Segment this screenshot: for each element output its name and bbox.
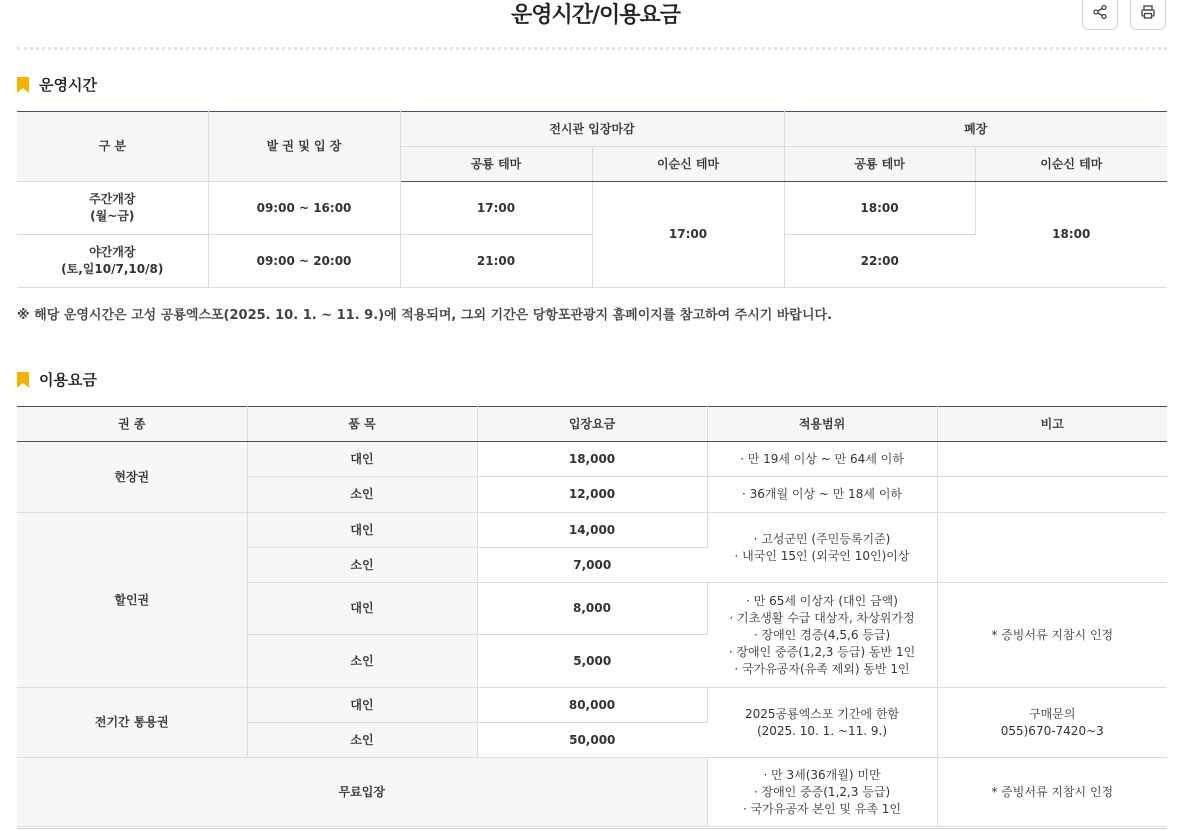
hours-entry-yisunsin: 17:00	[592, 182, 784, 288]
ticket-scope: · 만 3세(36개월) 미만 · 장애인 중증(1,2,3 등급) · 국가유공자 본인 및 유족 1인	[707, 758, 937, 827]
ticket-note	[937, 442, 1167, 477]
ticket-note	[937, 513, 1167, 583]
hours-header-ticketing: 발 권 및 입 장	[208, 112, 400, 182]
fees-header-note: 비고	[937, 407, 1167, 442]
ticket-type: 현장권	[17, 442, 247, 513]
hours-close-common: 22:00	[784, 235, 975, 288]
print-button[interactable]	[1130, 0, 1166, 30]
hours-entry-common: 21:00	[400, 235, 592, 288]
print-icon	[1140, 4, 1156, 20]
ticket-scope: · 고성군민 (주민등록기준) · 내국인 15인 (외국인 10인)이상	[707, 513, 937, 583]
ticket-scope: · 만 19세 이상 ~ 만 64세 이하	[707, 442, 937, 477]
fees-header-item: 품 목	[247, 407, 477, 442]
hours-close-yisunsin: 18:00	[975, 182, 1167, 288]
hours-header-entry-common: 공룡 테마	[400, 147, 592, 182]
ticket-fee: 5,000	[477, 635, 707, 688]
hours-header-close-yisunsin: 이순신 테마	[975, 147, 1167, 182]
ticket-type: 할인권	[17, 513, 247, 688]
page-title: 운영시간/이용요금	[510, 3, 681, 28]
ticket-fee: 8,000	[477, 583, 707, 635]
hours-table	[17, 111, 1167, 288]
hours-header-category: 구 분	[17, 112, 208, 182]
ticket-item: 소인	[247, 548, 477, 583]
fees-header-fee: 입장요금	[477, 407, 707, 442]
hours-section-title	[17, 74, 97, 95]
bookmark-icon	[17, 77, 29, 93]
hours-ticketing: 09:00 ~ 20:00	[208, 235, 400, 288]
fees-table	[17, 406, 1167, 827]
ticket-fee: 12,000	[477, 477, 707, 513]
hours-close-common: 18:00	[784, 182, 975, 235]
hours-section-label: 운영시간	[39, 76, 97, 94]
ticket-scope: · 만 65세 이상자 (대인 금액) · 기초생활 수급 대상자, 차상위가정 · 장애인 경증(4,5,6 등급) · 장애인 중증(1,2,3 등급) 동반 1인 · 국가유공자(유족 제외) 동반 1인	[707, 583, 937, 688]
hours-ticketing: 09:00 ~ 16:00	[208, 182, 400, 235]
ticket-note: * 증빙서류 지참시 인정	[937, 758, 1167, 827]
ticket-scope: 2025공룡엑스포 기간에 한함 (2025. 10. 1. ~11. 9.)	[707, 688, 937, 758]
table-row	[17, 442, 1167, 477]
ticket-item: 대인	[247, 688, 477, 723]
ticket-item: 대인	[247, 513, 477, 548]
ticket-item: 소인	[247, 635, 477, 688]
hours-row-label: 야간개장 (토,일10/7,10/8)	[17, 235, 208, 288]
fees-section-label: 이용요금	[39, 371, 97, 389]
hours-header-closing: 폐장	[784, 112, 1167, 147]
ticket-item: 소인	[247, 477, 477, 513]
bottom-divider	[17, 828, 1167, 829]
ticket-fee: 7,000	[477, 548, 707, 583]
fees-header-type: 권 종	[17, 407, 247, 442]
ticket-type: 전기간 통용권	[17, 688, 247, 758]
ticket-note: * 증빙서류 지참시 인정	[937, 583, 1167, 688]
hours-entry-common: 17:00	[400, 182, 592, 235]
hours-note: ※ 해당 운영시간은 고성 공룡엑스포(2025. 10. 1. ~ 11. 9.)에 적용되며, 그외 기간은 당항포관광지 홈페이지를 참고하여 주시기 바랍니다.	[17, 308, 833, 323]
free-entry-label: 무료입장	[17, 758, 707, 827]
ticket-fee: 14,000	[477, 513, 707, 548]
table-row	[17, 758, 1167, 827]
hours-header-entry-yisunsin: 이순신 테마	[592, 147, 784, 182]
ticket-item: 대인	[247, 442, 477, 477]
hours-header-close-common: 공룡 테마	[784, 147, 975, 182]
fees-header-scope: 적용범위	[707, 407, 937, 442]
ticket-note	[937, 477, 1167, 513]
ticket-item: 소인	[247, 723, 477, 758]
title-divider	[17, 47, 1167, 50]
hours-row-label: 주간개장 (월~금)	[17, 182, 208, 235]
ticket-fee: 50,000	[477, 723, 707, 758]
ticket-scope: · 36개월 이상 ~ 만 18세 이하	[707, 477, 937, 513]
bookmark-icon	[17, 372, 29, 388]
fees-section-title	[17, 369, 97, 390]
ticket-fee: 80,000	[477, 688, 707, 723]
ticket-fee: 18,000	[477, 442, 707, 477]
share-icon	[1092, 4, 1108, 20]
share-button[interactable]	[1082, 0, 1118, 30]
ticket-item: 대인	[247, 583, 477, 635]
table-row	[17, 182, 1167, 235]
table-row	[17, 513, 1167, 548]
ticket-note: 구매문의 055)670-7420~3	[937, 688, 1167, 758]
table-row	[17, 688, 1167, 723]
hours-header-entry-close: 전시관 입장마감	[400, 112, 784, 147]
